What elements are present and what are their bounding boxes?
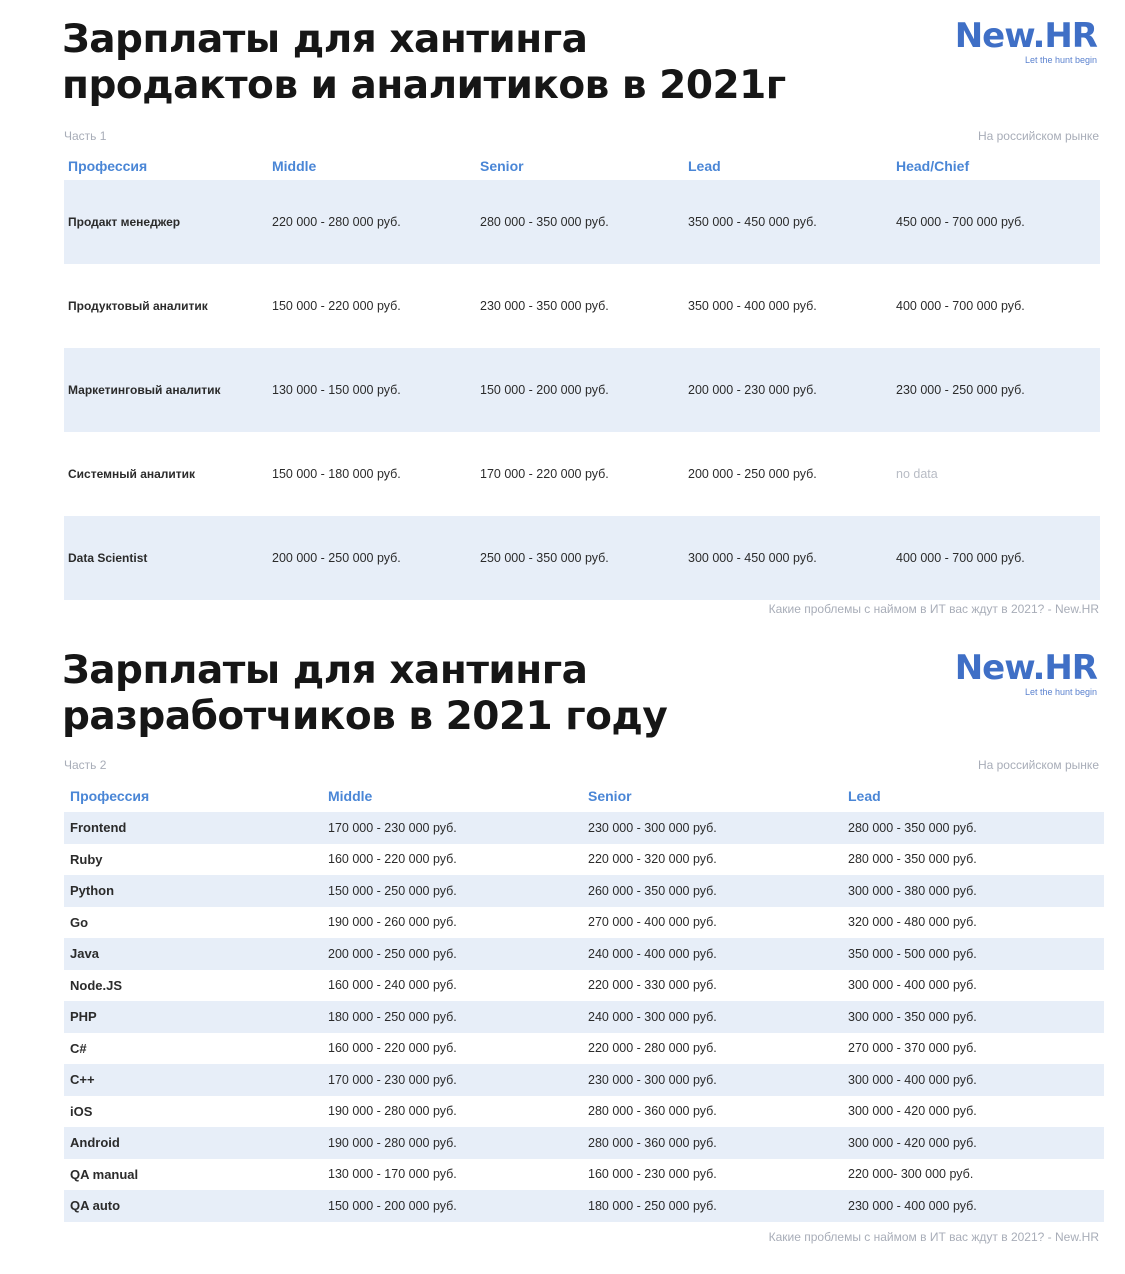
logo-tagline: Let the hunt begin	[1024, 55, 1097, 65]
salary-cell: 320 000 - 480 000 руб.	[848, 915, 977, 930]
profession-cell: C#	[70, 1040, 87, 1056]
salary-cell: 220 000 - 280 000 руб.	[272, 215, 401, 229]
salary-cell: 350 000 - 450 000 руб.	[688, 215, 817, 229]
profession-cell: QA auto	[70, 1198, 121, 1214]
salary-cell: 270 000 - 370 000 руб.	[848, 1041, 977, 1056]
profession-cell: Node.JS	[70, 977, 123, 993]
title-line: Зарплаты для хантинга	[62, 648, 588, 693]
salary-cell: 190 000 - 280 000 руб.	[328, 1135, 457, 1150]
table-row	[64, 1033, 1104, 1065]
salary-cell: 240 000 - 400 000 руб.	[588, 946, 717, 961]
salary-cell: 200 000 - 250 000 руб.	[328, 946, 457, 961]
profession-cell: Frontend	[70, 820, 127, 836]
salary-cell: 200 000 - 250 000 руб.	[272, 551, 401, 565]
table-row	[64, 1190, 1104, 1222]
column-header: Lead	[848, 788, 881, 804]
salary-table-products	[64, 152, 1100, 600]
salary-cell-no-data: no data	[896, 467, 938, 481]
salary-cell: 170 000 - 220 000 руб.	[480, 467, 609, 481]
salary-cell: 130 000 - 170 000 руб.	[328, 1167, 457, 1182]
table-row	[64, 348, 1100, 432]
salary-cell: 300 000 - 450 000 руб.	[688, 551, 817, 565]
salary-cell: 300 000 - 400 000 руб.	[848, 1072, 977, 1087]
salary-cell: 160 000 - 220 000 руб.	[328, 1041, 457, 1056]
logo-name: New.HR	[954, 648, 1097, 688]
salary-cell: 350 000 - 400 000 руб.	[688, 299, 817, 313]
salary-cell: 150 000 - 180 000 руб.	[272, 467, 401, 481]
table-body	[64, 812, 1104, 1222]
column-header: Head/Chief	[896, 158, 970, 174]
column-header: Senior	[588, 788, 632, 804]
page-title	[62, 17, 786, 109]
title-line: Зарплаты для хантинга	[62, 17, 588, 62]
logo-tagline: Let the hunt begin	[1024, 687, 1097, 697]
salary-cell: 350 000 - 500 000 руб.	[848, 946, 977, 961]
profession-cell: Системный аналитик	[68, 467, 196, 481]
salary-cell: 300 000 - 420 000 руб.	[848, 1104, 977, 1119]
salary-cell: 160 000 - 240 000 руб.	[328, 978, 457, 993]
market-label: На российском рынке	[977, 758, 1099, 772]
column-header: Senior	[480, 158, 524, 174]
table-row	[64, 907, 1104, 939]
salary-cell: 280 000 - 350 000 руб.	[848, 820, 977, 835]
table-row	[64, 1159, 1104, 1191]
table-row	[64, 1127, 1104, 1159]
salary-cell: 230 000 - 250 000 руб.	[896, 383, 1025, 397]
page-title	[62, 648, 667, 740]
salary-cell: 280 000 - 350 000 руб.	[848, 852, 977, 867]
salary-table-developers	[64, 780, 1104, 1222]
section-products-analysts	[0, 0, 1125, 630]
salary-cell: 300 000 - 420 000 руб.	[848, 1135, 977, 1150]
table-header	[64, 152, 1100, 180]
salary-cell: 280 000 - 350 000 руб.	[480, 215, 609, 229]
salary-cell: 300 000 - 350 000 руб.	[848, 1009, 977, 1024]
salary-cell: 300 000 - 400 000 руб.	[848, 978, 977, 993]
salary-cell: 220 000 - 320 000 руб.	[588, 852, 717, 867]
table-row	[64, 264, 1100, 348]
table-header	[64, 780, 1104, 812]
section-developers	[0, 630, 1125, 1274]
table-row	[64, 432, 1100, 516]
salary-cell: 220 000- 300 000 руб.	[848, 1167, 974, 1182]
profession-cell: Java	[70, 946, 99, 962]
salary-cell: 240 000 - 300 000 руб.	[588, 1009, 717, 1024]
salary-cell: 230 000 - 350 000 руб.	[480, 299, 609, 313]
logo-name: New.HR	[954, 16, 1097, 56]
table-row	[64, 1096, 1104, 1128]
salary-cell: 220 000 - 280 000 руб.	[588, 1041, 717, 1056]
table-row	[64, 1001, 1104, 1033]
salary-cell: 270 000 - 400 000 руб.	[588, 915, 717, 930]
salary-cell: 160 000 - 220 000 руб.	[328, 852, 457, 867]
salary-cell: 170 000 - 230 000 руб.	[328, 820, 457, 835]
newhr-logo	[955, 650, 1097, 697]
newhr-logo	[955, 18, 1097, 65]
profession-cell: Data Scientist	[68, 551, 148, 565]
column-header: Middle	[272, 158, 317, 174]
salary-cell: 220 000 - 330 000 руб.	[588, 978, 717, 993]
profession-cell: Go	[70, 914, 89, 930]
salary-cell: 180 000 - 250 000 руб.	[588, 1198, 717, 1213]
salary-cell: 450 000 - 700 000 руб.	[896, 215, 1025, 229]
table-row	[64, 844, 1104, 876]
table-row	[64, 938, 1104, 970]
column-header: Middle	[328, 788, 373, 804]
salary-cell: 200 000 - 230 000 руб.	[688, 383, 817, 397]
salary-cell: 230 000 - 400 000 руб.	[848, 1198, 977, 1213]
part-label: Часть 2	[64, 758, 107, 772]
salary-cell: 190 000 - 280 000 руб.	[328, 1104, 457, 1119]
profession-cell: PHP	[70, 1009, 97, 1025]
salary-cell: 160 000 - 230 000 руб.	[588, 1167, 717, 1182]
title-line: продактов и аналитиков в 2021г	[62, 63, 786, 108]
table-row	[64, 812, 1104, 844]
footnote-link[interactable]: Какие проблемы с наймом в ИТ вас ждут в 2021? - New.HR	[768, 1230, 1099, 1244]
profession-cell: Продуктовый аналитик	[68, 299, 208, 313]
salary-cell: 170 000 - 230 000 руб.	[328, 1072, 457, 1087]
salary-cell: 230 000 - 300 000 руб.	[588, 820, 717, 835]
part-label: Часть 1	[64, 129, 107, 143]
column-header: Lead	[688, 158, 721, 174]
salary-cell: 130 000 - 150 000 руб.	[272, 383, 401, 397]
salary-cell: 260 000 - 350 000 руб.	[588, 883, 717, 898]
profession-cell: Android	[70, 1135, 120, 1151]
salary-cell: 150 000 - 200 000 руб.	[480, 383, 609, 397]
column-header: Профессия	[68, 158, 148, 174]
profession-cell: Продакт менеджер	[68, 215, 181, 229]
profession-cell: QA manual	[70, 1166, 139, 1182]
profession-cell: iOS	[70, 1103, 93, 1119]
salary-cell: 400 000 - 700 000 руб.	[896, 551, 1025, 565]
profession-cell: Python	[70, 883, 115, 899]
salary-cell: 190 000 - 260 000 руб.	[328, 915, 457, 930]
market-label: На российском рынке	[977, 129, 1099, 143]
salary-cell: 200 000 - 250 000 руб.	[688, 467, 817, 481]
profession-cell: Ruby	[70, 851, 103, 867]
table-row	[64, 1064, 1104, 1096]
footnote-link[interactable]: Какие проблемы с наймом в ИТ вас ждут в 2021? - New.HR	[768, 602, 1099, 616]
table-row	[64, 180, 1100, 264]
table-row	[64, 875, 1104, 907]
salary-cell: 180 000 - 250 000 руб.	[328, 1009, 457, 1024]
salary-cell: 150 000 - 200 000 руб.	[328, 1198, 457, 1213]
table-row	[64, 516, 1100, 600]
salary-cell: 400 000 - 700 000 руб.	[896, 299, 1025, 313]
column-header: Профессия	[70, 788, 150, 804]
title-line: разработчиков в 2021 году	[62, 694, 668, 739]
salary-cell: 250 000 - 350 000 руб.	[480, 551, 609, 565]
salary-cell: 280 000 - 360 000 руб.	[588, 1135, 717, 1150]
salary-cell: 280 000 - 360 000 руб.	[588, 1104, 717, 1119]
table-row	[64, 970, 1104, 1002]
profession-cell: Маркетинговый аналитик	[68, 383, 221, 397]
profession-cell: C++	[70, 1072, 95, 1088]
salary-cell: 300 000 - 380 000 руб.	[848, 883, 977, 898]
salary-cell: 150 000 - 220 000 руб.	[272, 299, 401, 313]
salary-cell: 150 000 - 250 000 руб.	[328, 883, 457, 898]
salary-cell: 230 000 - 300 000 руб.	[588, 1072, 717, 1087]
